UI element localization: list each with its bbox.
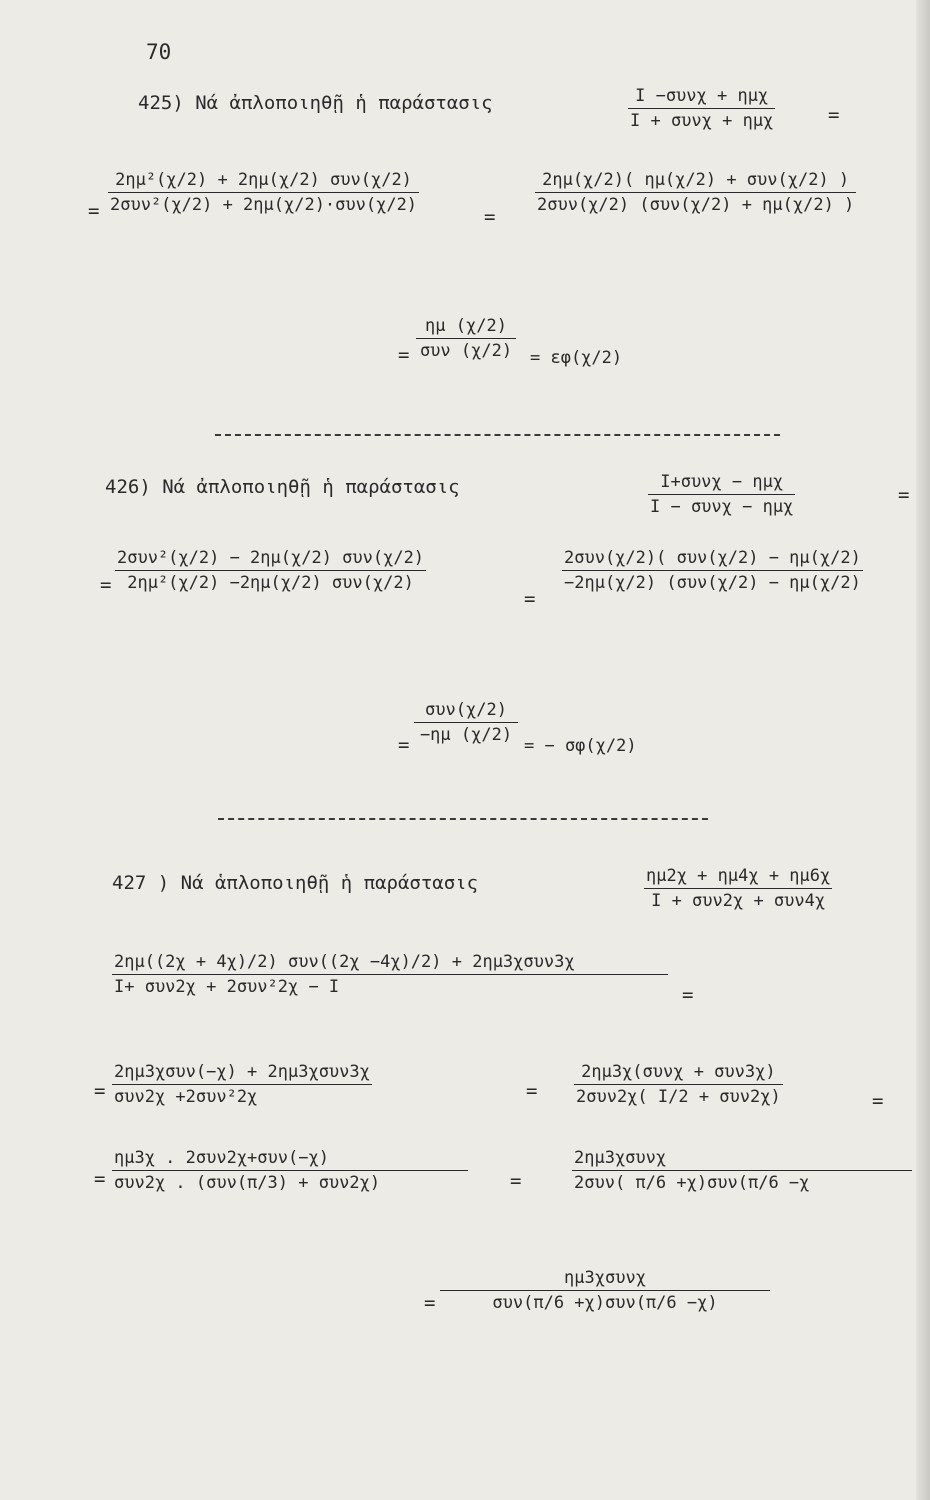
ex425-heading: 425) Νά ἀπλοποιηθῇ ἡ παράστασις — [138, 92, 493, 114]
ex425-step1-right — [535, 170, 856, 215]
ex426-expression-denominator: I − συνχ − ημχ — [650, 497, 794, 517]
ex427-step1-numerator: 2ημ((2χ + 4χ)/2) συν((2χ −4χ)/2) + 2ημ3χσυν3χ — [114, 952, 575, 972]
ex427-step2-right — [574, 1062, 783, 1107]
equals-sign: = — [682, 984, 694, 1006]
equals-sign: = — [424, 1292, 436, 1314]
ex425-step1-left — [108, 170, 419, 215]
ex426-step2 — [414, 700, 518, 745]
ex425-expression — [628, 86, 775, 131]
equals-sign: = — [88, 200, 100, 222]
ex426-step1-left-denominator: 2ημ²(χ/2) −2ημ(χ/2) συν(χ/2) — [127, 573, 414, 593]
ex427-step3-right — [572, 1148, 912, 1193]
ex426-heading: 426) Νά ἀπλοποιηθῇ ἡ παράστασις — [105, 476, 460, 498]
ex427-step2-left-numerator: 2ημ3χσυν(−χ) + 2ημ3χσυν3χ — [114, 1062, 370, 1082]
ex427-step4-numerator: ημ3χσυνχ — [564, 1268, 646, 1288]
ex425-step1-left-numerator: 2ημ²(χ/2) + 2ημ(χ/2) συν(χ/2) — [115, 170, 412, 190]
ex426-step2-numerator: συν(χ/2) — [425, 700, 507, 720]
section-divider — [218, 818, 708, 820]
ex427-step3-right-denominator: 2συν( π/6 +χ)συν(π/6 −χ — [574, 1173, 810, 1193]
section-divider — [215, 434, 780, 436]
equals-sign: = — [828, 104, 840, 126]
equals-sign: = — [526, 1080, 538, 1102]
equals-sign: = — [94, 1080, 106, 1102]
ex427-step2-left-denominator: συν2χ +2συν²2χ — [114, 1087, 258, 1107]
ex427-step3-left-denominator: συν2χ . (συν(π/3) + συν2χ) — [114, 1173, 381, 1193]
ex427-step2-left — [112, 1062, 372, 1107]
equals-sign: = — [872, 1090, 884, 1112]
ex425-step2-numerator: ημ (χ/2) — [425, 316, 507, 336]
ex425-step2-denominator: συν (χ/2) — [419, 341, 513, 361]
ex427-step3-left-numerator: ημ3χ . 2συν2χ+συν(−χ) — [114, 1148, 329, 1168]
ex427-expression-numerator: ημ2χ + ημ4χ + ημ6χ — [646, 866, 831, 886]
ex427-step4-denominator: συν(π/6 +χ)συν(π/6 −χ) — [492, 1293, 718, 1313]
equals-sign: = — [94, 1168, 106, 1190]
ex427-step1-denominator: I+ συν2χ + 2συν²2χ − I — [114, 977, 340, 997]
ex425-step1-right-denominator: 2συν(χ/2) (συν(χ/2) + ημ(χ/2) ) — [537, 195, 855, 215]
ex426-result: = − σφ(χ/2) — [524, 736, 637, 756]
ex427-heading: 427 ) Νά ἁπλοποιηθῇ ἡ παράστασις — [112, 872, 479, 894]
ex426-expression — [648, 472, 795, 517]
ex425-step2 — [416, 316, 516, 361]
ex427-step3-left — [112, 1148, 468, 1193]
equals-sign: = — [510, 1170, 522, 1192]
ex425-step1-right-numerator: 2ημ(χ/2)( ημ(χ/2) + συν(χ/2) ) — [542, 170, 850, 190]
ex427-step2-right-numerator: 2ημ3χ(συνχ + συν3χ) — [581, 1062, 776, 1082]
ex425-step1-left-denominator: 2συν²(χ/2) + 2ημ(χ/2)·συν(χ/2) — [110, 195, 418, 215]
ex426-step1-right — [562, 548, 863, 593]
ex425-expression-numerator: I −συνχ + ημχ — [635, 86, 769, 106]
equals-sign: = — [100, 574, 112, 596]
ex426-step1-left — [115, 548, 426, 593]
equals-sign: = — [484, 206, 496, 228]
equals-sign: = — [898, 484, 910, 506]
ex425-result: = εφ(χ/2) — [530, 348, 623, 368]
ex426-step1-right-denominator: −2ημ(χ/2) (συν(χ/2) − ημ(χ/2) — [564, 573, 861, 593]
ex426-step1-left-numerator: 2συν²(χ/2) − 2ημ(χ/2) συν(χ/2) — [117, 548, 425, 568]
ex427-step4 — [440, 1268, 770, 1313]
equals-sign: = — [398, 734, 410, 756]
page-edge-shadow — [916, 0, 930, 1500]
ex426-expression-numerator: I+συνχ − ημχ — [660, 472, 784, 492]
ex426-step1-right-numerator: 2συν(χ/2)( συν(χ/2) − ημ(χ/2) — [564, 548, 861, 568]
ex426-step2-denominator: −ημ (χ/2) — [419, 725, 513, 745]
equals-sign: = — [398, 344, 410, 366]
ex427-step1 — [112, 952, 668, 997]
equals-sign: = — [524, 588, 536, 610]
ex427-expression-denominator: I + συν2χ + συν4χ — [651, 891, 826, 911]
ex425-expression-denominator: I + συνχ + ημχ — [630, 111, 774, 131]
ex427-step3-right-numerator: 2ημ3χσυνχ — [574, 1148, 667, 1168]
ex427-expression — [644, 866, 832, 911]
ex427-step2-right-denominator: 2συν2χ( I/2 + συν2χ) — [576, 1087, 781, 1107]
page-number: 70 — [146, 40, 172, 64]
